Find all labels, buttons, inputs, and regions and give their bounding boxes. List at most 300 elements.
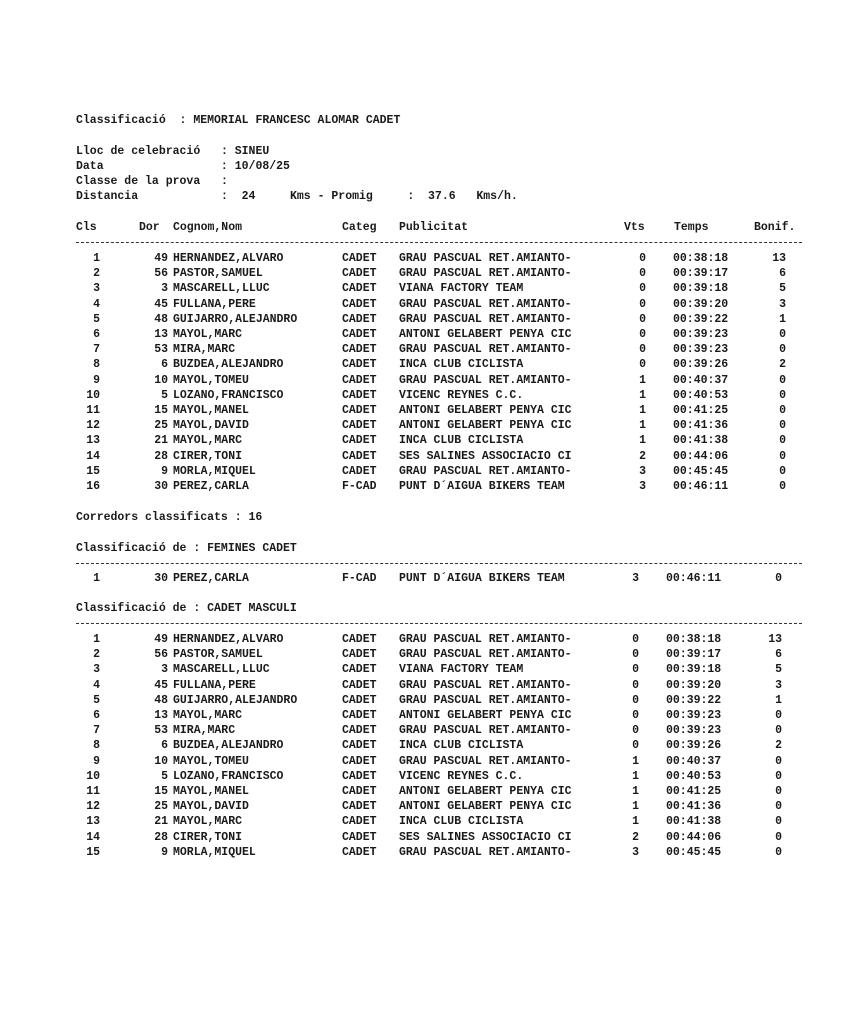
classified-count: Corredors classificats : 16 [76, 511, 263, 524]
rank: 12 [86, 419, 100, 433]
rank: 11 [86, 785, 100, 798]
time: 00:44:06 [673, 449, 729, 463]
classe-label: Classe de la prova [76, 175, 201, 188]
bonus: 2 [779, 358, 786, 372]
laps-down: 1 [632, 800, 639, 814]
lloc-line: Lloc de celebració : SINEU [76, 145, 270, 158]
team: GRAU PASCUAL RET.AMIANTO- [399, 845, 572, 859]
time: 00:40:37 [673, 373, 729, 387]
lloc-label: Lloc de celebració [76, 145, 201, 158]
time: 00:39:23 [673, 343, 729, 357]
bonus: 0 [775, 709, 782, 722]
table-row [76, 678, 806, 693]
bonus: 0 [779, 419, 786, 433]
team: GRAU PASCUAL RET.AMIANTO- [399, 343, 572, 357]
laps-down: 0 [639, 312, 646, 326]
table-row [76, 403, 806, 418]
kms-label: Kms - Promig [289, 190, 373, 203]
category: CADET [342, 709, 377, 722]
time: 00:40:37 [666, 754, 722, 768]
laps-down: 0 [639, 343, 646, 357]
laps-down: 2 [632, 830, 639, 844]
bonus: 0 [775, 815, 782, 829]
rider-name: MASCARELL,LLUC [173, 663, 270, 677]
laps-down: 0 [632, 633, 639, 646]
time: 00:38:18 [666, 633, 722, 646]
rider-name: MAYOL,MARC [173, 328, 243, 341]
table-row [76, 297, 806, 312]
bonus: 0 [779, 373, 786, 387]
bib-number: 53 [154, 343, 168, 357]
category: CADET [342, 633, 377, 646]
time: 00:39:26 [666, 739, 722, 753]
bonus: 6 [775, 648, 782, 662]
bonus: 0 [775, 800, 782, 814]
bonus: 0 [779, 388, 786, 402]
team: PUNT D´AIGUA BIKERS TEAM [399, 572, 565, 585]
bib-number: 53 [154, 724, 168, 738]
team: ANTONI GELABERT PENYA CIC [399, 419, 572, 433]
team: VICENC REYNES C.C. [399, 388, 524, 402]
rank: 3 [93, 282, 100, 296]
bib-number: 10 [154, 754, 168, 768]
team: GRAU PASCUAL RET.AMIANTO- [399, 312, 572, 326]
bonus: 0 [779, 449, 786, 463]
rider-name: BUZDEA,ALEJANDRO [173, 739, 284, 753]
table-row [76, 418, 806, 433]
bonus: 3 [779, 297, 786, 311]
rank: 6 [93, 709, 100, 722]
category: CADET [342, 830, 377, 844]
divider [76, 563, 802, 564]
rider-name: PEREZ,CARLA [173, 480, 249, 493]
rank: 1 [93, 633, 100, 646]
distancia-value: 24 [241, 190, 256, 203]
table-row [76, 373, 806, 388]
rank: 4 [93, 297, 100, 311]
team: GRAU PASCUAL RET.AMIANTO- [399, 297, 572, 311]
category: CADET [342, 419, 377, 433]
table-row [76, 662, 806, 677]
col-cls: Cls [76, 221, 97, 234]
rank: 1 [93, 252, 100, 265]
laps-down: 0 [632, 709, 639, 722]
time: 00:39:17 [666, 648, 722, 662]
category: CADET [342, 267, 377, 281]
laps-down: 0 [632, 724, 639, 738]
laps-down: 0 [639, 297, 646, 311]
time: 00:39:18 [666, 663, 722, 677]
rank: 7 [93, 724, 100, 738]
category: CADET [342, 312, 377, 326]
time: 00:41:25 [666, 785, 722, 798]
team: GRAU PASCUAL RET.AMIANTO- [399, 754, 572, 768]
rider-name: LOZANO,FRANCISCO [173, 388, 284, 402]
category: CADET [342, 739, 377, 753]
laps-down: 3 [639, 480, 646, 493]
rank: 9 [93, 373, 100, 387]
bonus: 6 [779, 267, 786, 281]
team: ANTONI GELABERT PENYA CIC [399, 785, 572, 798]
category: CADET [342, 769, 377, 783]
bonus: 0 [775, 785, 782, 798]
time: 00:46:11 [666, 572, 722, 585]
promig-unit: Kms/h. [476, 190, 518, 203]
table-row [76, 342, 806, 357]
rank: 2 [93, 648, 100, 662]
bib-number: 25 [154, 419, 168, 433]
rider-name: PASTOR,SAMUEL [173, 267, 263, 281]
rider-name: MAYOL,TOMEU [173, 373, 249, 387]
rider-name: GUIJARRO,ALEJANDRO [173, 312, 298, 326]
rider-name: MORLA,MIQUEL [173, 845, 256, 859]
rider-name: MAYOL,MARC [173, 815, 243, 829]
col-publicitat: Publicitat [399, 221, 469, 234]
table-row [76, 693, 806, 708]
rider-name: FULLANA,PERE [173, 297, 256, 311]
time: 00:39:26 [673, 358, 729, 372]
table-row [76, 814, 806, 829]
rider-name: HERNANDEZ,ALVARO [173, 252, 284, 265]
category: CADET [342, 800, 377, 814]
team: GRAU PASCUAL RET.AMIANTO- [399, 252, 572, 265]
table-row [76, 647, 806, 662]
laps-down: 3 [632, 845, 639, 859]
bonus: 0 [779, 434, 786, 448]
rider-name: MAYOL,TOMEU [173, 754, 249, 768]
table-row [76, 784, 806, 799]
bonus: 13 [772, 252, 786, 265]
rank: 13 [86, 815, 100, 829]
bonus: 3 [775, 678, 782, 692]
laps-down: 1 [639, 419, 646, 433]
laps-down: 1 [632, 785, 639, 798]
laps-down: 1 [639, 388, 646, 402]
rank: 5 [93, 693, 100, 707]
bonus: 0 [779, 404, 786, 417]
rider-name: PASTOR,SAMUEL [173, 648, 263, 662]
col-name: Cognom,Nom [173, 221, 243, 234]
bib-number: 15 [154, 404, 168, 417]
lloc-value: SINEU [234, 145, 270, 158]
team: ANTONI GELABERT PENYA CIC [399, 709, 572, 722]
table-row [76, 449, 806, 464]
category: F-CAD [342, 480, 377, 493]
classification-value: MEMORIAL FRANCESC ALOMAR CADET [193, 114, 401, 127]
rank: 10 [86, 769, 100, 783]
bib-number: 6 [161, 358, 168, 372]
bib-number: 13 [154, 328, 168, 341]
category: CADET [342, 404, 377, 417]
team: VIANA FACTORY TEAM [399, 663, 524, 677]
bonus: 0 [779, 480, 786, 493]
rider-name: HERNANDEZ,ALVARO [173, 633, 284, 646]
table-row [76, 754, 806, 769]
bib-number: 9 [161, 464, 168, 478]
promig-value: 37.6 [428, 190, 456, 203]
table-row [76, 251, 806, 266]
category: CADET [342, 648, 377, 662]
table-row [76, 769, 806, 784]
table-row [76, 388, 806, 403]
bib-number: 28 [154, 449, 168, 463]
time: 00:41:25 [673, 404, 729, 417]
rider-name: MIRA,MARC [173, 343, 236, 357]
table-row [76, 327, 806, 342]
time: 00:44:06 [666, 830, 722, 844]
bib-number: 21 [154, 434, 168, 448]
category: CADET [342, 252, 377, 265]
table-row [76, 708, 806, 723]
bib-number: 30 [154, 572, 168, 585]
rider-name: PEREZ,CARLA [173, 572, 249, 585]
category: F-CAD [342, 572, 377, 585]
team: INCA CLUB CICLISTA [399, 739, 524, 753]
bonus: 13 [768, 633, 782, 646]
rider-name: MAYOL,MARC [173, 434, 243, 448]
bib-number: 48 [154, 312, 168, 326]
laps-down: 0 [639, 252, 646, 265]
team: SES SALINES ASSOCIACIO CI [399, 830, 572, 844]
table-row [76, 312, 806, 327]
laps-down: 1 [639, 434, 646, 448]
rider-name: FULLANA,PERE [173, 678, 256, 692]
bib-number: 56 [154, 267, 168, 281]
bonus: 5 [779, 282, 786, 296]
bonus: 0 [775, 769, 782, 783]
rank: 3 [93, 663, 100, 677]
team: GRAU PASCUAL RET.AMIANTO- [399, 464, 572, 478]
bib-number: 5 [161, 388, 168, 402]
category: CADET [342, 328, 377, 341]
bib-number: 49 [154, 252, 168, 265]
laps-down: 0 [639, 328, 646, 341]
rider-name: GUIJARRO,ALEJANDRO [173, 693, 298, 707]
bonus: 5 [775, 663, 782, 677]
data-line: Data : 10/08/25 [76, 160, 290, 173]
bib-number: 10 [154, 373, 168, 387]
team: GRAU PASCUAL RET.AMIANTO- [399, 724, 572, 738]
table-row [76, 723, 806, 738]
rank: 8 [93, 739, 100, 753]
rider-name: MASCARELL,LLUC [173, 282, 270, 296]
bonus: 1 [775, 693, 782, 707]
bonus: 0 [775, 724, 782, 738]
laps-down: 1 [632, 769, 639, 783]
femines-title: Classificació de : FEMINES CADET [76, 542, 297, 555]
col-temps: Temps [674, 221, 709, 234]
laps-down: 0 [639, 282, 646, 296]
rank: 7 [93, 343, 100, 357]
classification-label: Classificació [76, 114, 166, 127]
laps-down: 0 [632, 648, 639, 662]
category: CADET [342, 663, 377, 677]
time: 00:39:23 [673, 328, 729, 341]
category: CADET [342, 282, 377, 296]
col-dor: Dor [139, 221, 160, 234]
table-row [76, 738, 806, 753]
time: 00:40:53 [673, 388, 729, 402]
team: PUNT D´AIGUA BIKERS TEAM [399, 480, 565, 493]
rank: 11 [86, 404, 100, 417]
table-row [76, 479, 806, 494]
rank: 13 [86, 434, 100, 448]
category: CADET [342, 845, 377, 859]
time: 00:39:20 [666, 678, 722, 692]
team: GRAU PASCUAL RET.AMIANTO- [399, 678, 572, 692]
laps-down: 3 [632, 572, 639, 585]
bib-number: 30 [154, 480, 168, 493]
rider-name: LOZANO,FRANCISCO [173, 769, 284, 783]
col-bonif: Bonif. [754, 221, 796, 234]
team: INCA CLUB CICLISTA [399, 434, 524, 448]
rank: 8 [93, 358, 100, 372]
laps-down: 0 [632, 663, 639, 677]
table-row [76, 464, 806, 479]
time: 00:41:36 [666, 800, 722, 814]
col-categ: Categ [342, 221, 377, 234]
rank: 15 [86, 464, 100, 478]
team: ANTONI GELABERT PENYA CIC [399, 800, 572, 814]
rider-name: CIRER,TONI [173, 449, 243, 463]
time: 00:41:38 [673, 434, 729, 448]
col-vts: Vts [624, 221, 645, 234]
laps-down: 0 [632, 678, 639, 692]
team: GRAU PASCUAL RET.AMIANTO- [399, 267, 572, 281]
laps-down: 1 [639, 404, 646, 417]
bonus: 0 [779, 464, 786, 478]
rank: 16 [86, 480, 100, 493]
bonus: 0 [775, 754, 782, 768]
rider-name: MAYOL,MARC [173, 709, 243, 722]
bonus: 0 [775, 845, 782, 859]
time: 00:46:11 [673, 480, 729, 493]
divider [76, 242, 802, 243]
team: INCA CLUB CICLISTA [399, 815, 524, 829]
laps-down: 1 [632, 815, 639, 829]
bib-number: 28 [154, 830, 168, 844]
rank: 4 [93, 678, 100, 692]
bib-number: 25 [154, 800, 168, 814]
rank: 9 [93, 754, 100, 768]
laps-down: 1 [632, 754, 639, 768]
time: 00:38:18 [673, 252, 729, 265]
team: ANTONI GELABERT PENYA CIC [399, 328, 572, 341]
bib-number: 3 [161, 282, 168, 296]
rank: 1 [93, 572, 100, 585]
team: VICENC REYNES C.C. [399, 769, 524, 783]
time: 00:39:17 [673, 267, 729, 281]
time: 00:39:22 [666, 693, 722, 707]
laps-down: 0 [632, 693, 639, 707]
bib-number: 3 [161, 663, 168, 677]
category: CADET [342, 358, 377, 372]
time: 00:40:53 [666, 769, 722, 783]
rider-name: MAYOL,MANEL [173, 785, 249, 798]
time: 00:39:23 [666, 709, 722, 722]
bonus: 2 [775, 739, 782, 753]
bib-number: 15 [154, 785, 168, 798]
table-row [76, 281, 806, 296]
table-row [76, 357, 806, 372]
time: 00:39:20 [673, 297, 729, 311]
time: 00:41:36 [673, 419, 729, 433]
classification-title: Classificació : MEMORIAL FRANCESC ALOMAR CADET [76, 114, 401, 127]
team: SES SALINES ASSOCIACIO CI [399, 449, 572, 463]
table-row [76, 266, 806, 281]
rider-name: MAYOL,DAVID [173, 419, 249, 433]
category: CADET [342, 678, 377, 692]
data-label: Data [76, 160, 104, 173]
category: CADET [342, 297, 377, 311]
bib-number: 21 [154, 815, 168, 829]
bib-number: 9 [161, 845, 168, 859]
rank: 15 [86, 845, 100, 859]
bonus: 0 [775, 572, 782, 585]
time: 00:41:38 [666, 815, 722, 829]
team: GRAU PASCUAL RET.AMIANTO- [399, 693, 572, 707]
rank: 14 [86, 449, 100, 463]
rank: 10 [86, 388, 100, 402]
distancia-line: Distancia : 24 Kms - Promig : 37.6 Kms/h. [76, 190, 518, 203]
time: 00:45:45 [666, 845, 722, 859]
table-row [76, 632, 806, 647]
category: CADET [342, 815, 377, 829]
rider-name: MAYOL,MANEL [173, 404, 249, 417]
team: VIANA FACTORY TEAM [399, 282, 524, 296]
masculi-title: Classificació de : CADET MASCULI [76, 602, 297, 615]
laps-down: 3 [639, 464, 646, 478]
data-value: 10/08/25 [234, 160, 290, 173]
category: CADET [342, 754, 377, 768]
team: GRAU PASCUAL RET.AMIANTO- [399, 633, 572, 646]
category: CADET [342, 464, 377, 478]
laps-down: 0 [639, 267, 646, 281]
bib-number: 45 [154, 678, 168, 692]
team: ANTONI GELABERT PENYA CIC [399, 404, 572, 417]
laps-down: 1 [639, 373, 646, 387]
rank: 12 [86, 800, 100, 814]
category: CADET [342, 373, 377, 387]
bib-number: 45 [154, 297, 168, 311]
category: CADET [342, 388, 377, 402]
category: CADET [342, 449, 377, 463]
bonus: 1 [779, 312, 786, 326]
divider [76, 623, 802, 624]
category: CADET [342, 343, 377, 357]
rider-name: MORLA,MIQUEL [173, 464, 256, 478]
category: CADET [342, 785, 377, 798]
team: GRAU PASCUAL RET.AMIANTO- [399, 373, 572, 387]
distancia-label: Distancia [76, 190, 139, 203]
table-row [76, 830, 806, 845]
table-row [76, 571, 806, 586]
bonus: 0 [779, 328, 786, 341]
rider-name: MIRA,MARC [173, 724, 236, 738]
table-row [76, 845, 806, 860]
rank: 2 [93, 267, 100, 281]
bib-number: 48 [154, 693, 168, 707]
bib-number: 6 [161, 739, 168, 753]
bonus: 0 [775, 830, 782, 844]
classe-line: Classe de la prova : [76, 175, 235, 188]
rider-name: BUZDEA,ALEJANDRO [173, 358, 284, 372]
bib-number: 49 [154, 633, 168, 646]
bonus: 0 [779, 343, 786, 357]
table-row [76, 799, 806, 814]
table-header [76, 220, 806, 235]
laps-down: 2 [639, 449, 646, 463]
